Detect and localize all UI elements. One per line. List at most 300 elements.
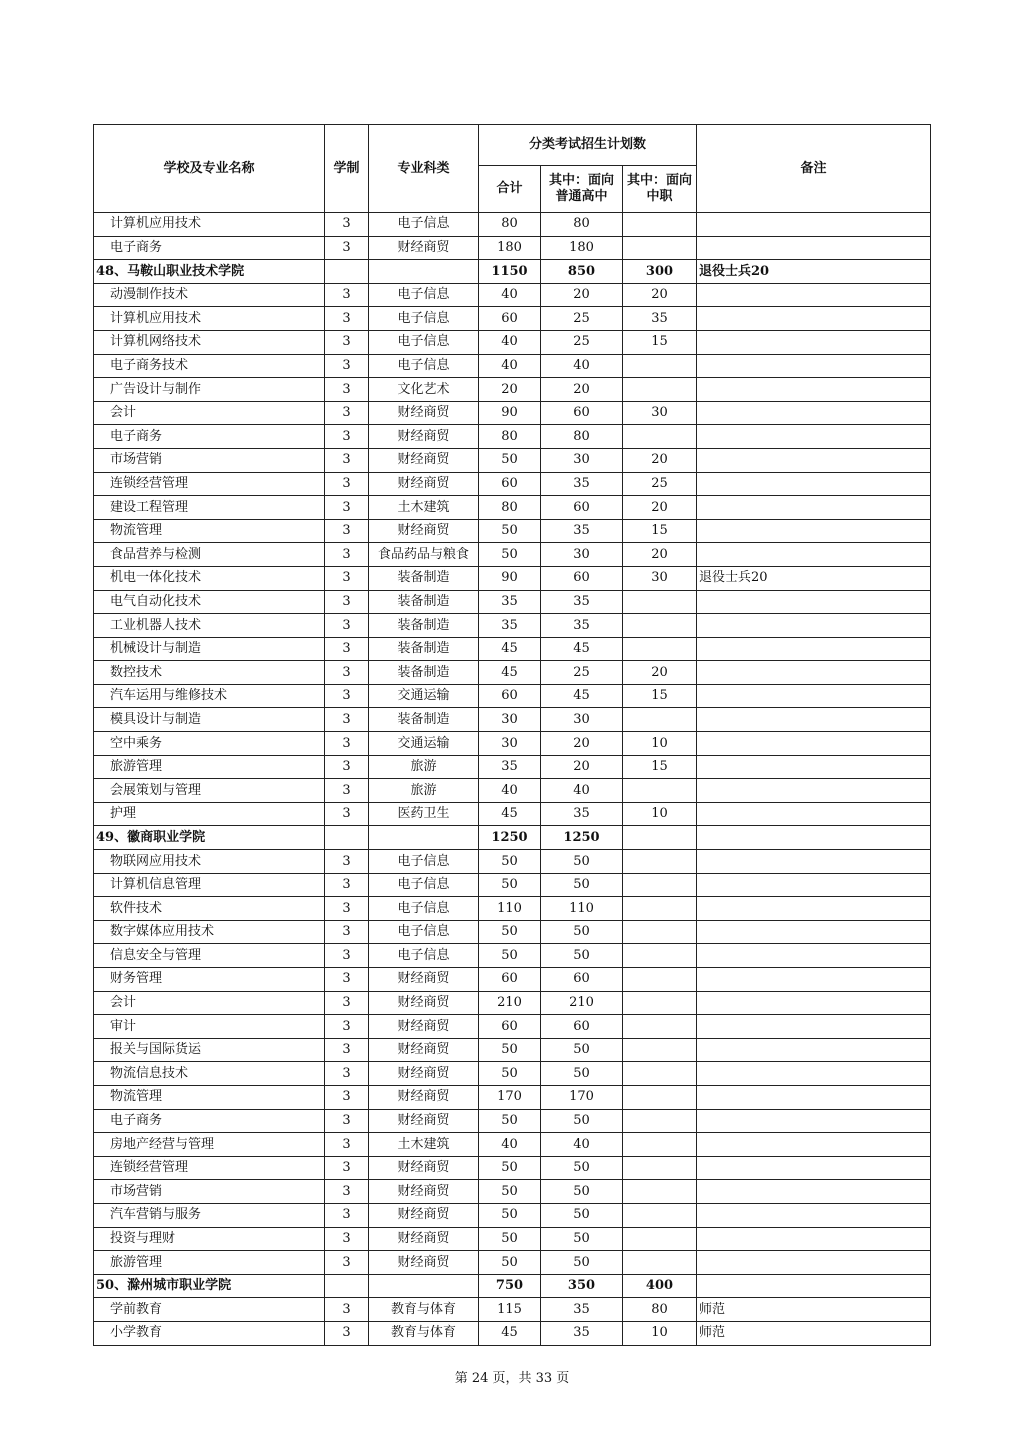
- cell-highschool: 50: [541, 944, 623, 968]
- cell-total: 90: [479, 401, 541, 425]
- school-row: [94, 1274, 931, 1298]
- cell-category: 文化艺术: [369, 378, 479, 402]
- table-row: [94, 1298, 931, 1322]
- table-row: [94, 920, 931, 944]
- cell-category: 财经商贸: [369, 1038, 479, 1062]
- cell-category: [369, 826, 479, 850]
- cell-years: 3: [325, 1038, 369, 1062]
- cell-note: 退役士兵20: [697, 260, 931, 284]
- cell-category: 财经商贸: [369, 1015, 479, 1039]
- cell-highschool: 60: [541, 968, 623, 992]
- cell-highschool: 50: [541, 920, 623, 944]
- table-row: [94, 1321, 931, 1345]
- table-row: [94, 330, 931, 354]
- cell-total: 40: [479, 283, 541, 307]
- cell-highschool: 50: [541, 873, 623, 897]
- cell-highschool: 110: [541, 897, 623, 921]
- cell-note: [697, 519, 931, 543]
- cell-name: 连锁经营管理: [94, 1156, 325, 1180]
- cell-years: [325, 260, 369, 284]
- cell-vocational: 15: [623, 519, 697, 543]
- cell-category: 财经商贸: [369, 401, 479, 425]
- cell-vocational: 25: [623, 472, 697, 496]
- cell-total: 45: [479, 637, 541, 661]
- cell-years: 3: [325, 873, 369, 897]
- cell-category: 土木建筑: [369, 1133, 479, 1157]
- cell-note: 退役士兵20: [697, 566, 931, 590]
- cell-vocational: 400: [623, 1274, 697, 1298]
- cell-total: 40: [479, 330, 541, 354]
- table-row: [94, 1227, 931, 1251]
- cell-total: 115: [479, 1298, 541, 1322]
- cell-highschool: 50: [541, 1109, 623, 1133]
- cell-years: 3: [325, 330, 369, 354]
- cell-vocational: 20: [623, 283, 697, 307]
- cell-note: [697, 802, 931, 826]
- cell-total: 50: [479, 1227, 541, 1251]
- table-row: [94, 236, 931, 260]
- cell-years: 3: [325, 944, 369, 968]
- cell-category: 教育与体育: [369, 1298, 479, 1322]
- cell-years: 3: [325, 566, 369, 590]
- cell-category: 交通运输: [369, 684, 479, 708]
- table-row: [94, 566, 931, 590]
- cell-highschool: 45: [541, 637, 623, 661]
- cell-vocational: 15: [623, 330, 697, 354]
- table-header: [94, 125, 931, 213]
- cell-highschool: 350: [541, 1274, 623, 1298]
- header-name: 学校及专业名称: [94, 125, 325, 213]
- cell-category: 医药卫生: [369, 802, 479, 826]
- cell-name: 电子商务技术: [94, 354, 325, 378]
- cell-highschool: 50: [541, 1180, 623, 1204]
- cell-name: 汽车营销与服务: [94, 1203, 325, 1227]
- table-row: [94, 543, 931, 567]
- table-row: [94, 1015, 931, 1039]
- table-row: [94, 755, 931, 779]
- cell-category: 财经商贸: [369, 472, 479, 496]
- cell-note: [697, 897, 931, 921]
- table-row: [94, 1133, 931, 1157]
- table-body: [94, 213, 931, 1346]
- table-row: [94, 1180, 931, 1204]
- cell-name: 机械设计与制造: [94, 637, 325, 661]
- cell-years: 3: [325, 1156, 369, 1180]
- cell-years: 3: [325, 448, 369, 472]
- cell-total: 50: [479, 543, 541, 567]
- table-row: [94, 354, 931, 378]
- cell-years: 3: [325, 1062, 369, 1086]
- cell-highschool: 40: [541, 354, 623, 378]
- cell-total: 50: [479, 1038, 541, 1062]
- cell-category: 电子信息: [369, 897, 479, 921]
- table-row: [94, 307, 931, 331]
- cell-note: [697, 755, 931, 779]
- cell-name: 旅游管理: [94, 1251, 325, 1275]
- table-row: [94, 991, 931, 1015]
- cell-category: 旅游: [369, 755, 479, 779]
- cell-vocational: [623, 1251, 697, 1275]
- cell-highschool: 50: [541, 1227, 623, 1251]
- cell-total: 50: [479, 448, 541, 472]
- cell-total: 50: [479, 1156, 541, 1180]
- cell-highschool: 20: [541, 755, 623, 779]
- enrollment-plan-table: [93, 124, 931, 1346]
- cell-vocational: 300: [623, 260, 697, 284]
- cell-name: 电子商务: [94, 425, 325, 449]
- cell-years: 3: [325, 590, 369, 614]
- school-row: [94, 826, 931, 850]
- cell-highschool: 50: [541, 1038, 623, 1062]
- cell-category: 电子信息: [369, 354, 479, 378]
- cell-category: 财经商贸: [369, 236, 479, 260]
- cell-total: 80: [479, 213, 541, 237]
- cell-name: 信息安全与管理: [94, 944, 325, 968]
- cell-total: 50: [479, 873, 541, 897]
- table-row: [94, 1085, 931, 1109]
- cell-name: 电子商务: [94, 1109, 325, 1133]
- cell-vocational: [623, 1180, 697, 1204]
- cell-vocational: [623, 1227, 697, 1251]
- cell-years: 3: [325, 1251, 369, 1275]
- cell-name: 连锁经营管理: [94, 472, 325, 496]
- cell-category: 电子信息: [369, 283, 479, 307]
- cell-category: 电子信息: [369, 330, 479, 354]
- cell-years: 3: [325, 850, 369, 874]
- table-row: [94, 1062, 931, 1086]
- cell-total: 50: [479, 1251, 541, 1275]
- table-row: [94, 496, 931, 520]
- cell-years: 3: [325, 1085, 369, 1109]
- cell-note: [697, 732, 931, 756]
- cell-total: 40: [479, 1133, 541, 1157]
- cell-name: 计算机信息管理: [94, 873, 325, 897]
- cell-highschool: 30: [541, 543, 623, 567]
- cell-vocational: [623, 1015, 697, 1039]
- cell-years: 3: [325, 1109, 369, 1133]
- cell-highschool: 20: [541, 378, 623, 402]
- cell-category: 装备制造: [369, 708, 479, 732]
- cell-name: 房地产经营与管理: [94, 1133, 325, 1157]
- cell-vocational: [623, 354, 697, 378]
- cell-vocational: 20: [623, 496, 697, 520]
- cell-name: 计算机应用技术: [94, 307, 325, 331]
- cell-years: 3: [325, 1203, 369, 1227]
- cell-total: 50: [479, 944, 541, 968]
- cell-vocational: [623, 637, 697, 661]
- cell-vocational: [623, 213, 697, 237]
- cell-highschool: 170: [541, 1085, 623, 1109]
- cell-highschool: 40: [541, 779, 623, 803]
- cell-years: 3: [325, 708, 369, 732]
- cell-highschool: 60: [541, 566, 623, 590]
- cell-years: 3: [325, 378, 369, 402]
- table-row: [94, 684, 931, 708]
- cell-vocational: [623, 236, 697, 260]
- cell-highschool: 35: [541, 590, 623, 614]
- cell-note: [697, 1227, 931, 1251]
- cell-vocational: [623, 1085, 697, 1109]
- cell-category: 财经商贸: [369, 1203, 479, 1227]
- cell-total: 40: [479, 779, 541, 803]
- table-row: [94, 968, 931, 992]
- cell-name: 旅游管理: [94, 755, 325, 779]
- cell-category: 财经商贸: [369, 1180, 479, 1204]
- header-category: 专业科类: [369, 125, 479, 213]
- cell-years: 3: [325, 236, 369, 260]
- cell-note: [697, 873, 931, 897]
- table-row: [94, 637, 931, 661]
- cell-total: 45: [479, 661, 541, 685]
- cell-category: 装备制造: [369, 637, 479, 661]
- cell-years: 3: [325, 543, 369, 567]
- cell-years: 3: [325, 637, 369, 661]
- cell-highschool: 40: [541, 1133, 623, 1157]
- cell-vocational: [623, 1062, 697, 1086]
- cell-highschool: 50: [541, 1251, 623, 1275]
- table-row: [94, 897, 931, 921]
- cell-note: [697, 991, 931, 1015]
- cell-years: 3: [325, 897, 369, 921]
- cell-name: 物流管理: [94, 519, 325, 543]
- cell-category: [369, 1274, 479, 1298]
- cell-name: 物流管理: [94, 1085, 325, 1109]
- school-row: [94, 260, 931, 284]
- cell-vocational: 20: [623, 543, 697, 567]
- cell-name: 学前教育: [94, 1298, 325, 1322]
- cell-note: [697, 378, 931, 402]
- cell-note: [697, 684, 931, 708]
- cell-vocational: [623, 873, 697, 897]
- cell-total: 50: [479, 850, 541, 874]
- cell-name: 审计: [94, 1015, 325, 1039]
- cell-name: 市场营销: [94, 1180, 325, 1204]
- cell-years: [325, 1274, 369, 1298]
- cell-name: 数字媒体应用技术: [94, 920, 325, 944]
- cell-name: 市场营销: [94, 448, 325, 472]
- cell-category: 电子信息: [369, 944, 479, 968]
- cell-note: [697, 1180, 931, 1204]
- cell-years: 3: [325, 213, 369, 237]
- cell-category: 财经商贸: [369, 1227, 479, 1251]
- cell-category: 交通运输: [369, 732, 479, 756]
- cell-note: [697, 826, 931, 850]
- cell-total: 1250: [479, 826, 541, 850]
- table-row: [94, 944, 931, 968]
- cell-total: 60: [479, 684, 541, 708]
- header-plan: 分类考试招生计划数: [479, 125, 697, 166]
- cell-total: 30: [479, 732, 541, 756]
- table-row: [94, 213, 931, 237]
- cell-category: 财经商贸: [369, 1109, 479, 1133]
- cell-name: 财务管理: [94, 968, 325, 992]
- cell-category: 食品药品与粮食: [369, 543, 479, 567]
- cell-note: 师范: [697, 1321, 931, 1345]
- cell-years: 3: [325, 614, 369, 638]
- cell-years: 3: [325, 968, 369, 992]
- table-row: [94, 850, 931, 874]
- table-row: [94, 614, 931, 638]
- cell-name: 报关与国际货运: [94, 1038, 325, 1062]
- table-row: [94, 425, 931, 449]
- cell-total: 210: [479, 991, 541, 1015]
- cell-name: 48、马鞍山职业技术学院: [94, 260, 325, 284]
- cell-name: 空中乘务: [94, 732, 325, 756]
- cell-category: 土木建筑: [369, 496, 479, 520]
- header-years: 学制: [325, 125, 369, 213]
- cell-vocational: [623, 425, 697, 449]
- cell-highschool: 80: [541, 213, 623, 237]
- cell-vocational: [623, 378, 697, 402]
- cell-category: 财经商贸: [369, 425, 479, 449]
- cell-highschool: 35: [541, 519, 623, 543]
- table-row: [94, 590, 931, 614]
- cell-name: 会展策划与管理: [94, 779, 325, 803]
- cell-note: [697, 448, 931, 472]
- cell-vocational: [623, 1156, 697, 1180]
- cell-name: 物联网应用技术: [94, 850, 325, 874]
- cell-years: 3: [325, 307, 369, 331]
- cell-highschool: 25: [541, 307, 623, 331]
- cell-years: 3: [325, 802, 369, 826]
- cell-highschool: 1250: [541, 826, 623, 850]
- cell-total: 35: [479, 755, 541, 779]
- cell-note: [697, 1251, 931, 1275]
- cell-vocational: 20: [623, 448, 697, 472]
- cell-highschool: 60: [541, 1015, 623, 1039]
- cell-vocational: [623, 1203, 697, 1227]
- cell-total: 750: [479, 1274, 541, 1298]
- cell-note: [697, 637, 931, 661]
- cell-note: [697, 1109, 931, 1133]
- table-row: [94, 802, 931, 826]
- cell-name: 汽车运用与维修技术: [94, 684, 325, 708]
- cell-name: 数控技术: [94, 661, 325, 685]
- cell-note: [697, 401, 931, 425]
- cell-highschool: 20: [541, 732, 623, 756]
- cell-years: 3: [325, 1321, 369, 1345]
- cell-category: 电子信息: [369, 850, 479, 874]
- cell-years: 3: [325, 1298, 369, 1322]
- cell-note: [697, 543, 931, 567]
- cell-vocational: [623, 708, 697, 732]
- cell-note: [697, 850, 931, 874]
- cell-vocational: 35: [623, 307, 697, 331]
- cell-total: 45: [479, 802, 541, 826]
- cell-category: [369, 260, 479, 284]
- cell-vocational: [623, 944, 697, 968]
- cell-name: 机电一体化技术: [94, 566, 325, 590]
- cell-total: 20: [479, 378, 541, 402]
- cell-vocational: [623, 590, 697, 614]
- cell-note: [697, 1156, 931, 1180]
- cell-total: 80: [479, 496, 541, 520]
- cell-name: 电气自动化技术: [94, 590, 325, 614]
- cell-highschool: 60: [541, 496, 623, 520]
- cell-name: 物流信息技术: [94, 1062, 325, 1086]
- cell-name: 食品营养与检测: [94, 543, 325, 567]
- cell-note: [697, 1274, 931, 1298]
- cell-highschool: 50: [541, 1062, 623, 1086]
- cell-years: 3: [325, 1015, 369, 1039]
- cell-name: 建设工程管理: [94, 496, 325, 520]
- cell-category: 财经商贸: [369, 1156, 479, 1180]
- cell-note: [697, 614, 931, 638]
- cell-years: 3: [325, 684, 369, 708]
- cell-name: 动漫制作技术: [94, 283, 325, 307]
- table-row: [94, 472, 931, 496]
- cell-category: 电子信息: [369, 920, 479, 944]
- cell-note: 师范: [697, 1298, 931, 1322]
- cell-highschool: 35: [541, 802, 623, 826]
- cell-highschool: 850: [541, 260, 623, 284]
- cell-name: 50、滁州城市职业学院: [94, 1274, 325, 1298]
- cell-years: 3: [325, 661, 369, 685]
- cell-note: [697, 307, 931, 331]
- cell-name: 49、徽商职业学院: [94, 826, 325, 850]
- cell-name: 软件技术: [94, 897, 325, 921]
- cell-highschool: 45: [541, 684, 623, 708]
- cell-highschool: 180: [541, 236, 623, 260]
- cell-name: 电子商务: [94, 236, 325, 260]
- cell-category: 财经商贸: [369, 1062, 479, 1086]
- cell-years: 3: [325, 1180, 369, 1204]
- cell-highschool: 25: [541, 330, 623, 354]
- cell-years: 3: [325, 755, 369, 779]
- cell-note: [697, 472, 931, 496]
- cell-total: 50: [479, 1109, 541, 1133]
- cell-years: 3: [325, 519, 369, 543]
- cell-vocational: [623, 968, 697, 992]
- cell-highschool: 50: [541, 850, 623, 874]
- cell-category: 财经商贸: [369, 448, 479, 472]
- cell-category: 财经商贸: [369, 1251, 479, 1275]
- header-note: 备注: [697, 125, 931, 213]
- cell-name: 工业机器人技术: [94, 614, 325, 638]
- cell-highschool: 35: [541, 1321, 623, 1345]
- cell-vocational: 15: [623, 684, 697, 708]
- cell-years: 3: [325, 401, 369, 425]
- cell-note: [697, 330, 931, 354]
- cell-vocational: 10: [623, 802, 697, 826]
- cell-vocational: [623, 920, 697, 944]
- cell-vocational: [623, 1133, 697, 1157]
- cell-highschool: 30: [541, 708, 623, 732]
- cell-category: 电子信息: [369, 213, 479, 237]
- cell-note: [697, 1085, 931, 1109]
- cell-highschool: 210: [541, 991, 623, 1015]
- cell-name: 护理: [94, 802, 325, 826]
- table-row: [94, 1156, 931, 1180]
- cell-total: 50: [479, 1062, 541, 1086]
- cell-total: 50: [479, 519, 541, 543]
- cell-years: 3: [325, 1133, 369, 1157]
- cell-total: 60: [479, 472, 541, 496]
- cell-total: 50: [479, 1180, 541, 1204]
- table-row: [94, 1203, 931, 1227]
- cell-total: 1150: [479, 260, 541, 284]
- cell-category: 电子信息: [369, 873, 479, 897]
- cell-years: 3: [325, 991, 369, 1015]
- cell-note: [697, 283, 931, 307]
- cell-note: [697, 1203, 931, 1227]
- cell-vocational: [623, 991, 697, 1015]
- table-row: [94, 1038, 931, 1062]
- table-row: [94, 708, 931, 732]
- cell-note: [697, 1015, 931, 1039]
- cell-total: 35: [479, 614, 541, 638]
- cell-category: 电子信息: [369, 307, 479, 331]
